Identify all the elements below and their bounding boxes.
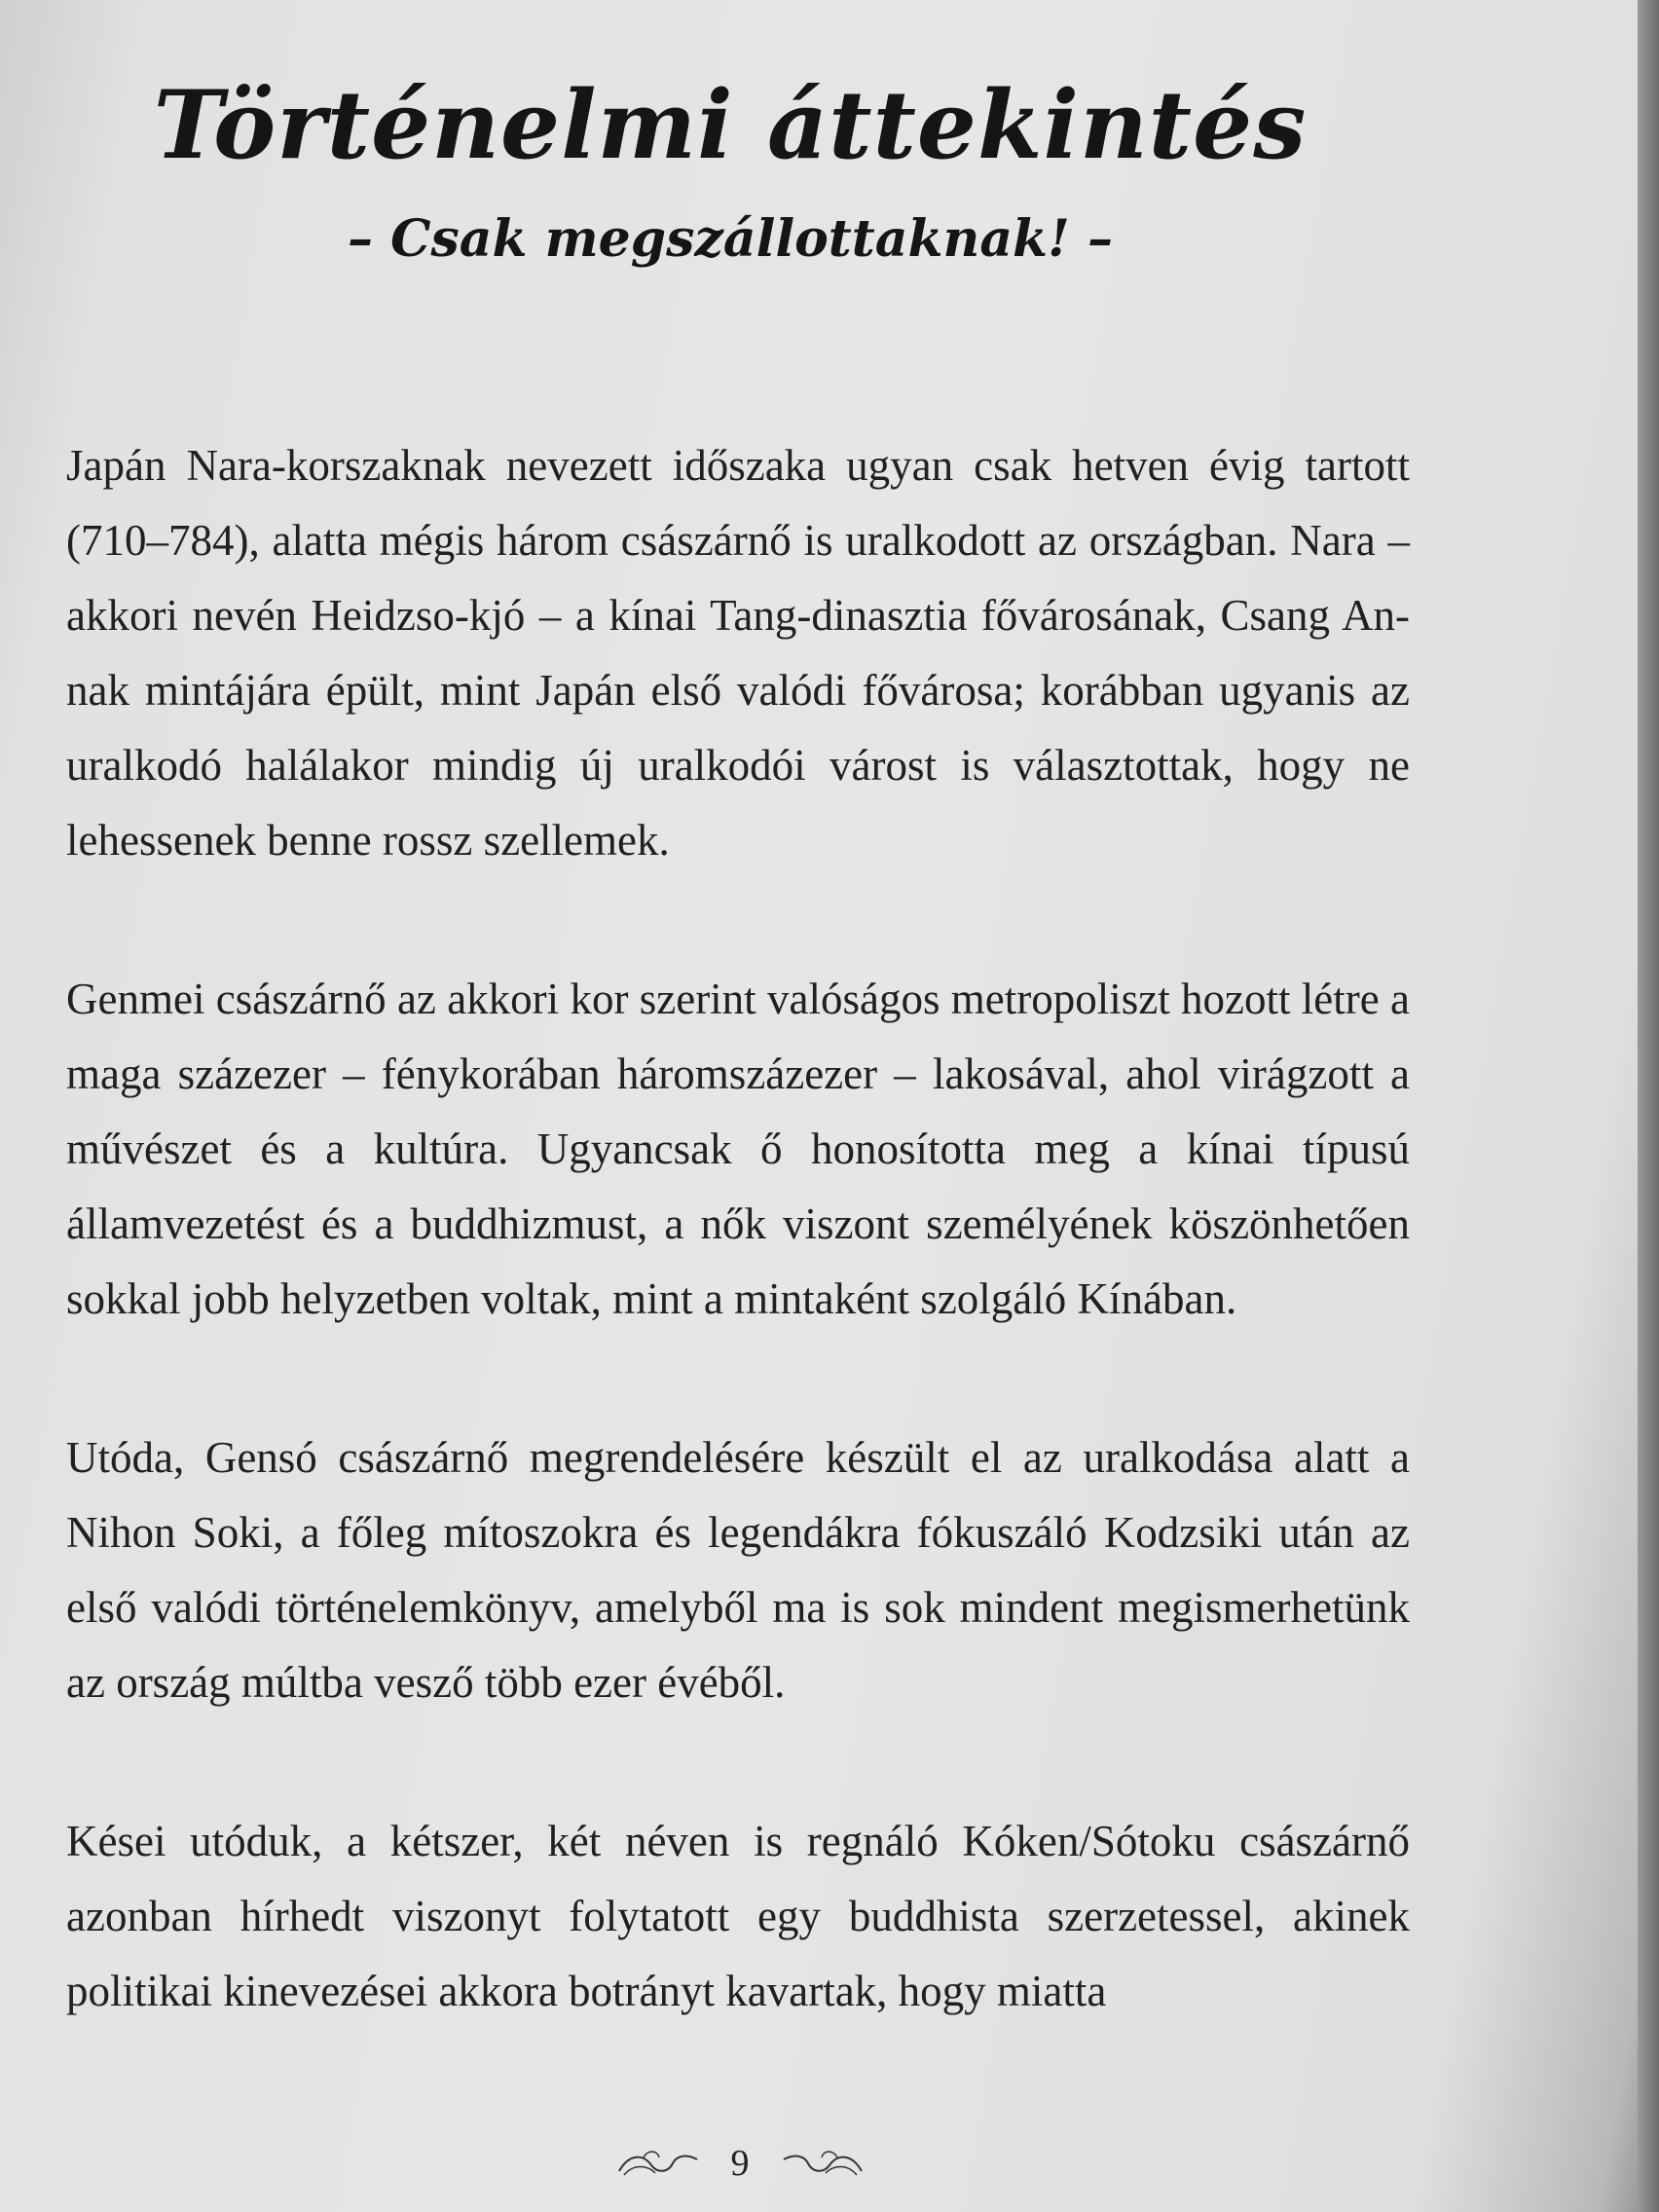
paragraph-2: Genmei császárnő az akkori kor szerint valóságos metropoliszt hozott létre a maga százezer – fénykorában háromszázezer – lakosával, ahol virágzott a művészet és a kultúra. Ugyancsak ő honosította meg a kínai típusú államvezetést és a buddhizmust, a nők viszont személyének köszönhetően sokkal jobb helyzetben voltak, mint a mintaként szolgáló Kínában. — [66, 975, 1410, 1323]
page-title: Történelmi áttekintés — [153, 70, 1308, 180]
paragraph-4: Kései utóduk, a kétszer, két néven is regnáló Kóken/Sótoku császárnő azonban hírhedt viszonyt folytatott egy buddhista szerzetessel, akinek politikai kinevezései akkora botrányt kavartak, hogy miatta — [66, 1817, 1410, 2015]
page-number: 9 — [730, 2143, 750, 2184]
wave-ornament-right-icon — [779, 2144, 866, 2183]
body-text — [66, 428, 1410, 2113]
paragraph-1: Japán Nara-korszaknak nevezett időszaka ugyan csak hetven évig tartott (710–784), alatta mégis három császárnő is uralkodott az országban. Nara – akkori nevén Heidzso-kjó – a kínai Tang-dinasztia fővárosának, Csang An-nak mintájára épült, mint Japán első valódi fővárosa; korábban ugyanis az uralkodó halálakor mindig új uralkodói várost is választottak, hogy ne lehessenek benne rossz szellemek. — [66, 441, 1410, 865]
page-subtitle: – Csak megszállottaknak! – — [348, 209, 1113, 269]
wave-ornament-left-icon — [614, 2144, 702, 2183]
paragraph-3: Utóda, Gensó császárnő megrendelésére készült el az uralkodása alatt a Nihon Soki, a főleg mítoszokra és legendákra fókuszáló Kodzsiki után az első valódi történelemkönyv, amelyből ma is sok mindent megismerhetünk az ország múltba vesző több ezer évéből. — [66, 1433, 1410, 1707]
page-edge-shadow — [1638, 0, 1659, 2212]
page-footer — [0, 2142, 1480, 2185]
